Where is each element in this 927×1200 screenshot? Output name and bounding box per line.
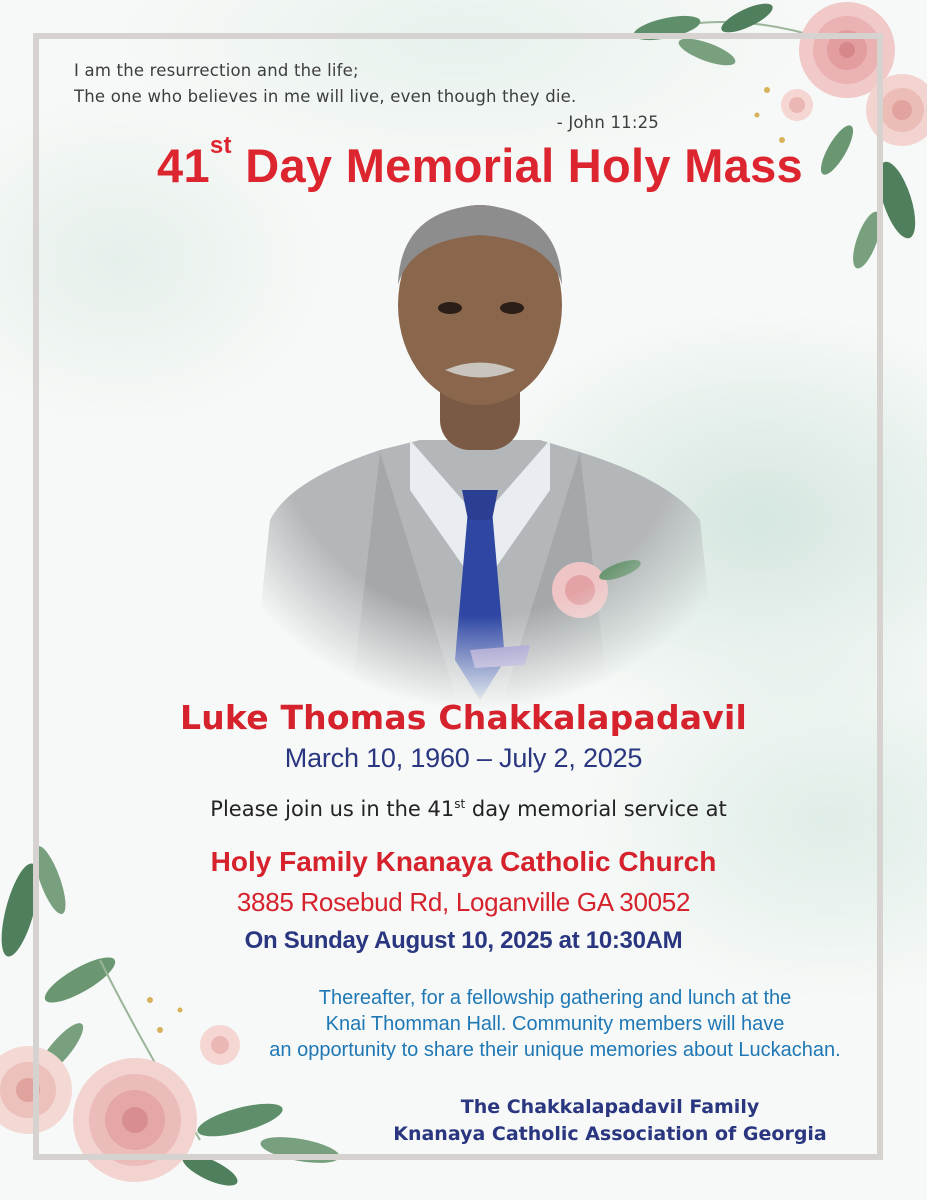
- life-dates: March 10, 1960 – July 2, 2025: [284, 743, 643, 773]
- verse-line-1: I am the resurrection and the life;: [74, 61, 359, 80]
- service-datetime: On Sunday August 10, 2025 at 10:30AM: [244, 927, 683, 954]
- signature-family: The Chakkalapadavil Family: [460, 1096, 760, 1118]
- invitation-text: [0, 797, 927, 821]
- bible-verse: [74, 58, 694, 132]
- church-name: Holy Family Knanaya Catholic Church: [210, 846, 717, 877]
- title-number: 41: [157, 139, 210, 192]
- title-text: Day Memorial Holy Mass: [231, 139, 803, 192]
- page-title: [0, 132, 927, 193]
- invitation-before: Please join us in the 41: [210, 797, 455, 821]
- invitation-ordinal-suffix: st: [454, 797, 466, 811]
- invitation-after: day memorial service at: [465, 797, 727, 821]
- fellowship-note: [200, 985, 910, 1063]
- verse-reference: - John 11:25: [556, 113, 659, 132]
- verse-line-2: The one who believes in me will live, even though they die.: [74, 87, 577, 106]
- church-address: 3885 Rosebud Rd, Loganville GA 30052: [236, 887, 691, 917]
- fellowship-line-2: Knai Thomman Hall. Community members will have: [325, 1013, 785, 1035]
- fellowship-line-1: Thereafter, for a fellowship gathering and lunch at the: [318, 987, 792, 1009]
- fellowship-line-3: an opportunity to share their unique memories about Luckachan.: [269, 1039, 841, 1061]
- deceased-name: Luke Thomas Chakkalapadavil: [180, 698, 747, 737]
- portrait-photo: [230, 190, 730, 710]
- title-ordinal-suffix: st: [209, 132, 232, 159]
- signature-block: [330, 1094, 890, 1148]
- signature-association: Knanaya Catholic Association of Georgia: [393, 1123, 827, 1145]
